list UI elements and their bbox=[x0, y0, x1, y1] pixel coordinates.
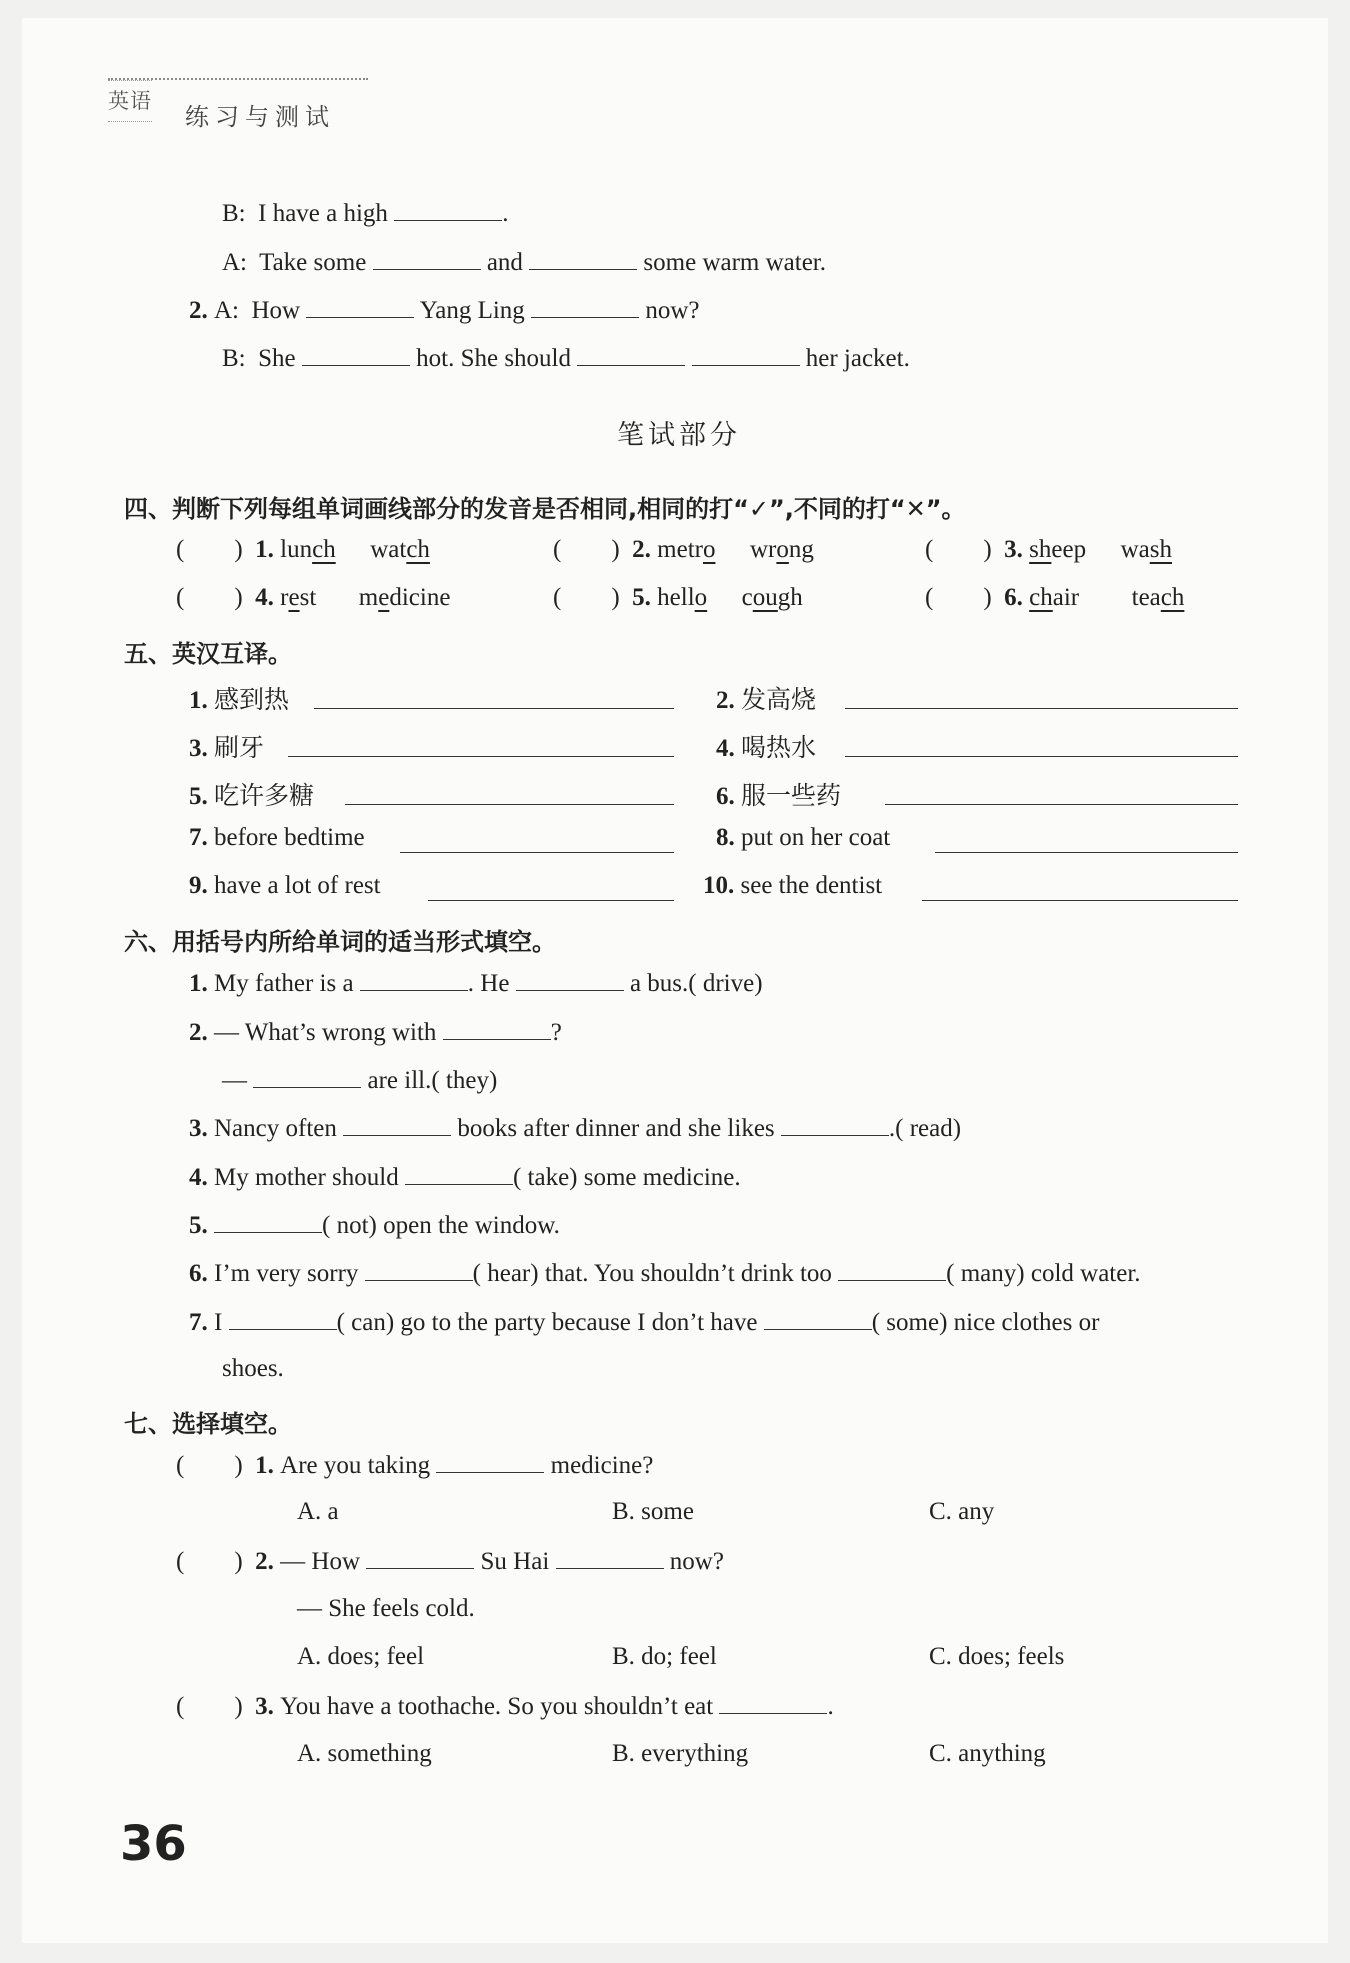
listening-line-1: B: I have a high . bbox=[222, 200, 509, 227]
s7-q1-option-a[interactable]: A. a bbox=[297, 1498, 339, 1525]
s4-item-4: ( ) 4. rest medicine bbox=[176, 584, 451, 611]
answer-blank[interactable] bbox=[214, 1210, 322, 1233]
answer-blank[interactable] bbox=[394, 198, 502, 221]
answer-blank[interactable] bbox=[838, 1258, 946, 1281]
s7-q1-option-c[interactable]: C. any bbox=[929, 1498, 995, 1525]
s5-item-3: 3. 刷牙 bbox=[189, 733, 265, 762]
section4-title: 四、判断下列每组单词画线部分的发音是否相同,相同的打“✓”,不同的打“✕”。 bbox=[124, 495, 966, 523]
header-title: 练习与测试 bbox=[185, 103, 335, 131]
s6-q4: 4. My mother should ( take) some medicine. bbox=[189, 1164, 741, 1191]
s5-item-10: 10. see the dentist bbox=[703, 872, 883, 899]
answer-blank[interactable] bbox=[531, 295, 639, 318]
s7-q2: ( ) 2. — How Su Hai now? bbox=[176, 1548, 724, 1575]
s4-item-3: ( ) 3. sheep wash bbox=[925, 536, 1172, 563]
s5-item-9: 9. have a lot of rest bbox=[189, 872, 381, 899]
translation-blank[interactable] bbox=[885, 804, 1238, 805]
translation-blank[interactable] bbox=[288, 756, 674, 757]
s6-q2: 2. — What’s wrong with ? bbox=[189, 1019, 562, 1046]
answer-blank[interactable] bbox=[360, 968, 468, 991]
answer-blank[interactable] bbox=[229, 1307, 337, 1330]
s7-q2-option-b[interactable]: B. do; feel bbox=[612, 1643, 717, 1670]
s4-item-1: ( ) 1. lunch watch bbox=[176, 536, 430, 563]
answer-blank[interactable] bbox=[781, 1113, 889, 1136]
answer-blank[interactable] bbox=[373, 247, 481, 270]
answer-blank[interactable] bbox=[436, 1450, 544, 1473]
s5-item-2: 2. 发高烧 bbox=[716, 685, 817, 714]
s7-q3: ( ) 3. You have a toothache. So you shouldn’t eat . bbox=[176, 1693, 834, 1720]
s4-item-6: ( ) 6. chair teach bbox=[925, 584, 1185, 611]
section6-title: 六、用括号内所给单词的适当形式填空。 bbox=[124, 928, 556, 956]
translation-blank[interactable] bbox=[428, 900, 674, 901]
translation-blank[interactable] bbox=[845, 708, 1238, 709]
page-number: 36 bbox=[120, 1816, 187, 1872]
s7-q2-option-c[interactable]: C. does; feels bbox=[929, 1643, 1065, 1670]
s4-item-2: ( ) 2. metro wrong bbox=[553, 536, 814, 563]
s7-q1: ( ) 1. Are you taking medicine? bbox=[176, 1452, 654, 1479]
answer-blank[interactable] bbox=[343, 1113, 451, 1136]
s7-q3-option-b[interactable]: B. everything bbox=[612, 1740, 749, 1767]
s5-item-7: 7. before bedtime bbox=[189, 824, 365, 851]
answer-blank[interactable] bbox=[405, 1162, 513, 1185]
translation-blank[interactable] bbox=[400, 852, 674, 853]
section7-title: 七、选择填空。 bbox=[124, 1410, 292, 1438]
s6-q3: 3. Nancy often books after dinner and she likes .( read) bbox=[189, 1115, 962, 1142]
s5-item-8: 8. put on her coat bbox=[716, 824, 891, 851]
s7-q3-option-c[interactable]: C. anything bbox=[929, 1740, 1046, 1767]
s6-q2-line2: — are ill.( they) bbox=[222, 1067, 498, 1094]
answer-blank[interactable] bbox=[443, 1017, 551, 1040]
s5-item-4: 4. 喝热水 bbox=[716, 733, 817, 762]
listening-line-2: A: Take some and some warm water. bbox=[222, 249, 827, 276]
translation-blank[interactable] bbox=[345, 804, 674, 805]
s7-q2-option-a[interactable]: A. does; feel bbox=[297, 1643, 425, 1670]
header-subject: 英语 bbox=[108, 80, 152, 122]
s6-q7: 7. I ( can) go to the party because I don’t have ( some) nice clothes or bbox=[189, 1309, 1100, 1336]
s5-item-6: 6. 服一些药 bbox=[716, 781, 842, 810]
answer-blank[interactable] bbox=[529, 247, 637, 270]
s5-item-1: 1. 感到热 bbox=[189, 685, 290, 714]
answer-blank[interactable] bbox=[253, 1065, 361, 1088]
answer-blank[interactable] bbox=[719, 1691, 827, 1714]
listening-line-3: 2. A: How Yang Ling now? bbox=[189, 297, 700, 324]
listening-line-4: B: She hot. She should her jacket. bbox=[222, 345, 910, 372]
translation-blank[interactable] bbox=[922, 900, 1238, 901]
s7-q3-option-a[interactable]: A. something bbox=[297, 1740, 432, 1767]
s6-q6: 6. I’m very sorry ( hear) that. You shouldn’t drink too ( many) cold water. bbox=[189, 1260, 1141, 1287]
answer-blank[interactable] bbox=[306, 295, 414, 318]
section5-title: 五、英汉互译。 bbox=[124, 640, 292, 668]
answer-blank[interactable] bbox=[764, 1307, 872, 1330]
answer-blank[interactable] bbox=[556, 1546, 664, 1569]
answer-blank[interactable] bbox=[302, 343, 410, 366]
translation-blank[interactable] bbox=[314, 708, 674, 709]
s7-q1-option-b[interactable]: B. some bbox=[612, 1498, 694, 1525]
translation-blank[interactable] bbox=[845, 756, 1238, 757]
translation-blank[interactable] bbox=[935, 852, 1238, 853]
answer-blank[interactable] bbox=[366, 1546, 474, 1569]
answer-blank[interactable] bbox=[516, 968, 624, 991]
s7-q2-line2: — She feels cold. bbox=[297, 1595, 475, 1622]
s6-q7-line2: shoes. bbox=[222, 1355, 284, 1382]
answer-blank[interactable] bbox=[692, 343, 800, 366]
s6-q5: 5. ( not) open the window. bbox=[189, 1212, 560, 1239]
s6-q1: 1. My father is a . He a bus.( drive) bbox=[189, 970, 763, 997]
s5-item-5: 5. 吃许多糖 bbox=[189, 781, 315, 810]
written-part-title: 笔试部分 bbox=[617, 420, 741, 451]
answer-blank[interactable] bbox=[577, 343, 685, 366]
answer-blank[interactable] bbox=[365, 1258, 473, 1281]
s4-item-5: ( ) 5. hello cough bbox=[553, 584, 803, 611]
